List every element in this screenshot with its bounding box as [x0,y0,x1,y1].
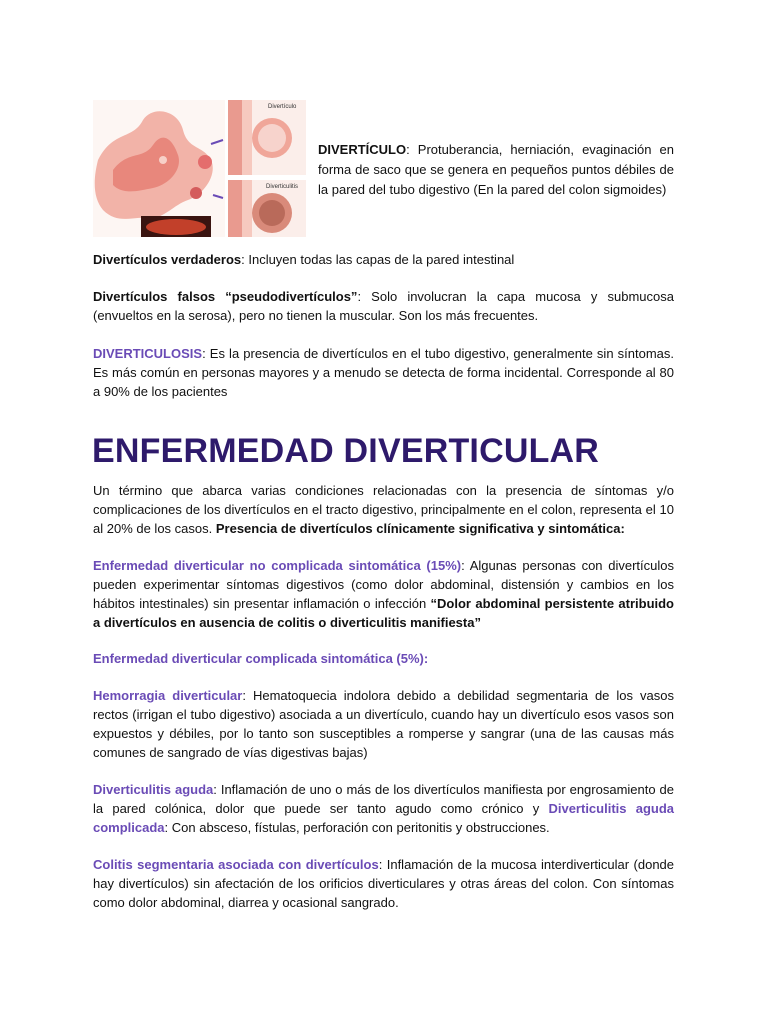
diverticulum-illustration [93,100,306,237]
complicada-term: Enfermedad diverticular complicada sintomática (5%): [93,651,429,666]
verdaderos-paragraph [93,250,674,269]
diverticulitis-term: Diverticulitis aguda [93,782,214,797]
falsos-paragraph [93,287,674,325]
colitis-paragraph [93,855,674,912]
diverticulitis-paragraph [93,780,674,837]
intro-text: Un término que abarca varias condiciones relacionadas con la presencia de síntomas y/o complicaciones de los divertículos en el tracto digestivo, principalmente en el colon, representa el 10 al 20% de los casos. [93,483,674,536]
no-complicada-term: Enfermedad diverticular no complicada sintomática (15%) [93,558,462,573]
hemorragia-paragraph [93,686,674,762]
hemorragia-term: Hemorragia diverticular [93,688,243,703]
diverticulo-text: Protuberancia, herniación, evaginación en forma de saco que se genera en pequeños puntos débiles de la pared del tubo digestivo (En la pared del colon sigmoides) [318,142,674,197]
no-complicada-text: : Algunas personas con divertículos pueden experimentar síntomas digestivos (como dolor abdominal, distensión y cambios en los hábitos intestinales) sin presentar inflamación o infección [93,558,674,611]
diverticulosis-paragraph [93,344,674,401]
colitis-text: : Inflamación de la mucosa interdiverticular (donde hay divertículos) sin afectación de los orificios diverticulares y otras áreas del colon. Con síntomas como dolor abdominal, diarrea y ocasional sangrado. [93,857,675,910]
panel-label-diverticulo: Divertículo [268,104,297,110]
intro-bold: Presencia de divertículos clínicamente significativa y sintomática: [215,521,625,536]
panel-label-diverticulitis: Diverticulitis [266,184,299,190]
diverticulitis-complicada-term: Diverticulitis aguda complicada [93,801,675,835]
diverticulosis-term: DIVERTICULOSIS [93,346,203,361]
no-complicada-paragraph [93,556,674,632]
intro-paragraph [93,481,674,538]
diverticulitis-complicada-text: : Con absceso, fístulas, perforación con peritonitis y obstrucciones. [164,820,550,835]
falsos-term: Divertículos falsos “pseudodivertículos” [93,289,358,304]
no-complicada-bold: “Dolor abdominal persistente atribuido a divertículos en ausencia de colitis o diverticulitis manifiesta” [93,596,674,630]
complicada-paragraph [93,649,674,668]
diverticulitis-panel [228,180,306,237]
falsos-text: : Solo involucran la capa mucosa y submucosa (envueltos en la serosa), pero no tienen la muscular. Son los más frecuentes. [93,289,674,323]
diverticulo-colon: : [406,142,410,157]
verdaderos-text: : Incluyen todas las capas de la pared intestinal [241,252,515,267]
hemorragia-text: : Hematoquecia indolora debido a debilidad segmentaria de los vasos rectos (irrigan el tubo digestivo) asociada a un divertículo, cuando hay un divertículo esos vasos son expuestos y débiles, por lo tanto son susceptibles a romperse y sangrar (una de las causas más comunes de sangrado de vías digestivas bajas) [93,688,674,760]
diverticulo-definition [318,140,674,200]
section-heading: ENFERMEDAD DIVERTICULAR [92,432,600,470]
diverticulo-term: DIVERTÍCULO [318,142,407,157]
colon-illustration [93,100,225,237]
colitis-term: Colitis segmentaria asociada con divertículos [93,857,379,872]
diverticulum-panel [228,100,306,175]
verdaderos-term: Divertículos verdaderos [93,252,242,267]
diverticulitis-text: : Inflamación de uno o más de los divertículos manifiesta por engrosamiento de la pared colónica, dolor que puede ser tanto agudo como crónico y [93,782,674,816]
diverticulosis-text: : Es la presencia de divertículos en el tubo digestivo, generalmente sin síntomas. Es más común en personas mayores y a menudo se detecta de forma incidental. Corresponde al 80 a 90% de los pacientes [93,346,674,399]
